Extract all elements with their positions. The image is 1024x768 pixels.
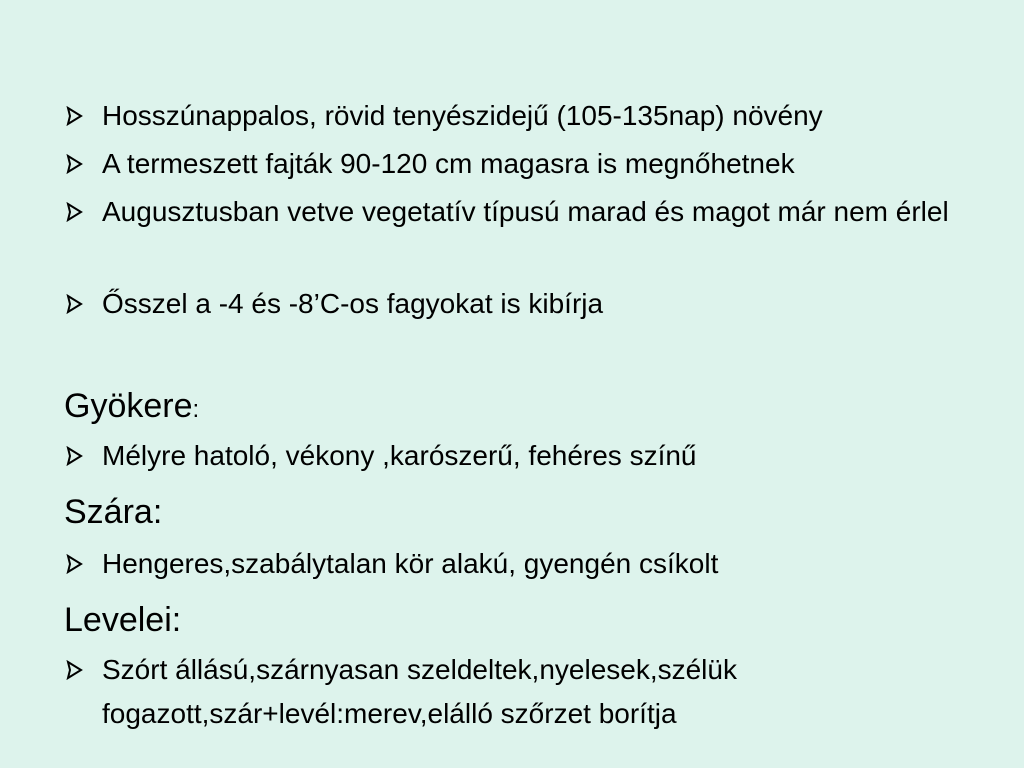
bullet-item-growth-type [64,94,994,138]
bullet-text: Augusztusban vetve vegetatív típusú marad és magot már nem érlel [102,196,949,227]
arrowhead-bullet-icon [64,542,102,586]
bullet-item-leaves [64,648,994,736]
bullet-text: Mélyre hatoló, vékony ,karószerű, fehéres színű [102,440,697,471]
arrowhead-bullet-icon [64,142,102,186]
bullet-item-height [64,142,994,186]
heading-text: Gyökere [64,387,193,425]
bullet-text: Hengeres,szabálytalan kör alakú, gyengén csíkolt [102,548,719,579]
section-heading-leaves [64,598,181,642]
bullet-text: Ősszel a -4 és -8’C-os fagyokat is kibírja [102,288,604,319]
bullet-text: Hosszúnappalos, rövid tenyészidejű (105-135nap) növény [102,100,823,131]
bullet-text: A termeszett fajták 90-120 cm magasra is megnőhetnek [102,148,795,179]
bullet-item-stem [64,542,994,586]
arrowhead-bullet-icon [64,648,102,736]
arrowhead-bullet-icon [64,282,102,326]
bullet-text: Szórt állású,szárnyasan szeldeltek,nyelesek,szélük fogazott,szár+levél:merev,elálló szőrzet borítja [102,654,737,729]
arrowhead-bullet-icon [64,434,102,478]
arrowhead-bullet-icon [64,94,102,138]
heading-suffix: : [192,396,200,423]
bullet-item-august-sowing [64,190,994,234]
heading-text: Szára: [64,493,163,531]
heading-text: Levelei: [64,601,182,639]
bullet-item-frost-tolerance [64,282,994,326]
section-heading-stem [64,490,162,534]
arrowhead-bullet-icon [64,190,102,234]
section-heading-root [64,384,199,432]
bullet-item-root [64,434,994,478]
